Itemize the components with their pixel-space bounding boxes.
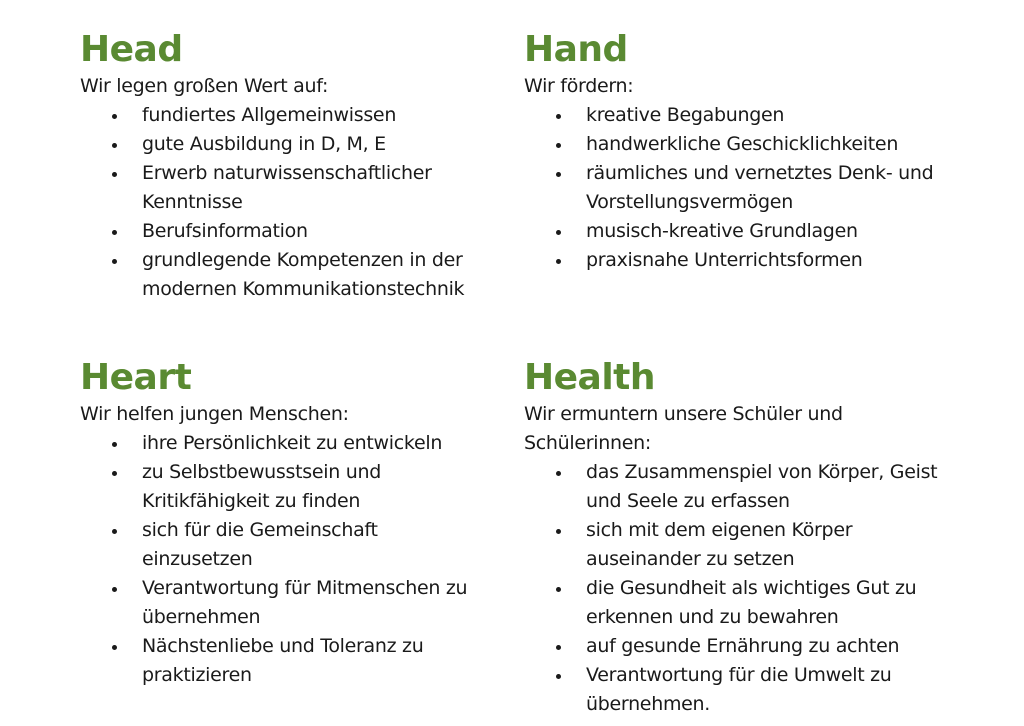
- list-item: fundiertes Allgemeinwissen: [112, 101, 532, 130]
- list-item: grundlegende Kompetenzen in der modernen Kommunikationstechnik: [112, 246, 492, 304]
- list-item: sich für die Gemeinschaft einzusetzen: [112, 516, 402, 574]
- list-item: Berufsinformation: [112, 217, 532, 246]
- list-item: praxisnahe Unterrichtsformen: [556, 246, 996, 275]
- list-item: ihre Persönlichkeit zu entwickeln: [112, 429, 532, 458]
- section-title: Head: [80, 29, 183, 70]
- list-item: das Zusammenspiel von Körper, Geist und Seele zu erfassen: [556, 458, 946, 516]
- bullet-list: [556, 458, 976, 719]
- section-head: [80, 28, 520, 304]
- list-item: gute Ausbildung in D, M, E: [112, 130, 532, 159]
- list-item: räumliches und vernetztes Denk- und Vorstellungsvermögen: [556, 159, 946, 217]
- bullet-list: [556, 101, 996, 275]
- list-item: die Gesundheit als wichtiges Gut zu erkennen und zu bewahren: [556, 574, 936, 632]
- section-title: Health: [524, 357, 656, 398]
- list-item: kreative Begabungen: [556, 101, 996, 130]
- list-item: Verantwortung für die Umwelt zu übernehmen.: [556, 661, 926, 719]
- section-intro: Wir helfen jungen Menschen:: [80, 403, 349, 425]
- list-item: Erwerb naturwissenschaftlicher Kenntnisse: [112, 159, 472, 217]
- section-health: [524, 356, 964, 719]
- list-item: Verantwortung für Mitmenschen zu übernehmen: [112, 574, 492, 632]
- section-title: Heart: [80, 357, 192, 398]
- section-intro: Wir fördern:: [524, 75, 634, 97]
- bullet-list: [112, 429, 532, 690]
- list-item: handwerkliche Geschicklichkeiten: [556, 130, 996, 159]
- list-item: zu Selbstbewusstsein und Kritikfähigkeit zu finden: [112, 458, 402, 516]
- bullet-list: [112, 101, 532, 304]
- section-intro: Wir legen großen Wert auf:: [80, 75, 329, 97]
- list-item: musisch-kreative Grundlagen: [556, 217, 996, 246]
- section-title: Hand: [524, 29, 628, 70]
- section-hand: [524, 28, 964, 275]
- list-item: sich mit dem eigenen Körper auseinander zu setzen: [556, 516, 876, 574]
- section-heart: [80, 356, 520, 690]
- section-intro: Wir ermuntern unsere Schüler und Schülerinnen:: [524, 403, 843, 454]
- list-item: Nächstenliebe und Toleranz zu praktizieren: [112, 632, 442, 690]
- list-item: auf gesunde Ernährung zu achten: [556, 632, 976, 661]
